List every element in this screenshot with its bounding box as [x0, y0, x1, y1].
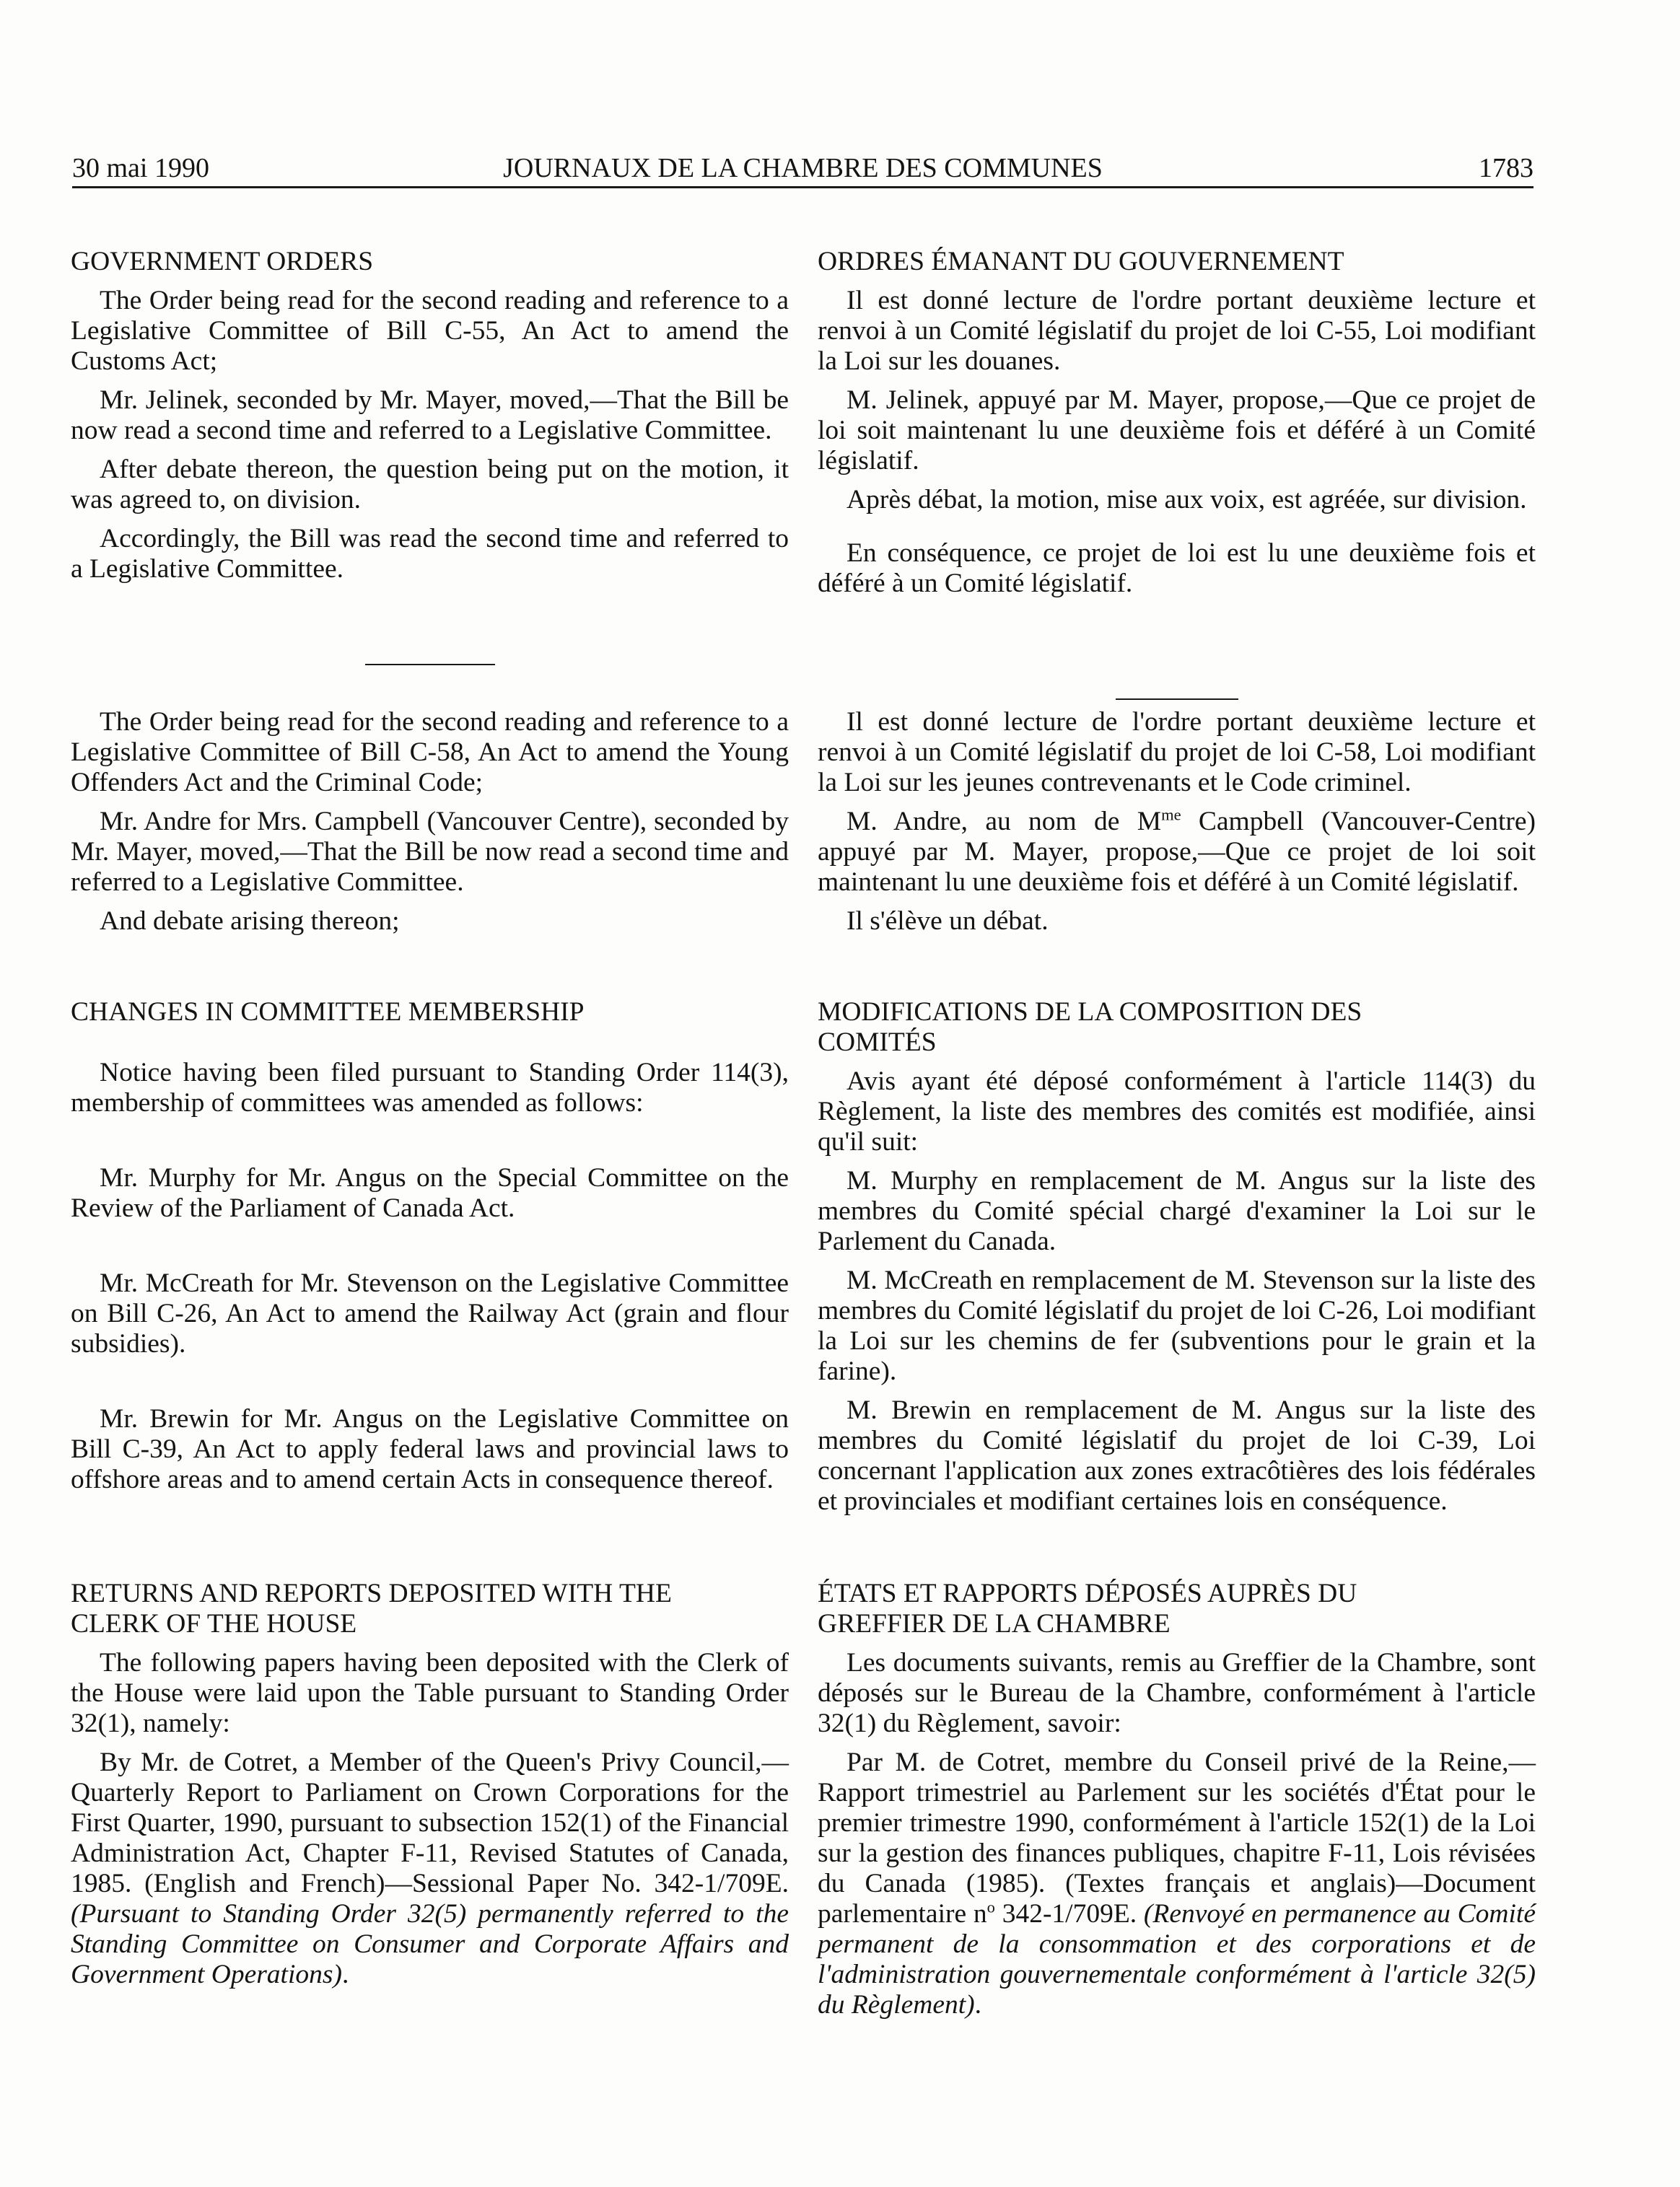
- fr-second-order: [818, 707, 1536, 937]
- fr-committee-changes-heading-line-2: COMITÉS: [818, 1027, 937, 1057]
- fr-rr-paragraph-2: [818, 1748, 1536, 2020]
- fr-cc-paragraph-2: M. Murphy en remplacement de M. Angus sur la liste des membres du Comité spécial chargé d'examiner la Loi sur le Parlement du Canada.: [818, 1166, 1536, 1256]
- en-go-paragraph-4: Accordingly, the Bill was read the second time and referred to a Legislative Committee.: [71, 524, 789, 584]
- en-cc-paragraph-1: Notice having been filed pursuant to Standing Order 114(3), membership of committees was amended as follows:: [71, 1058, 789, 1118]
- en-go-paragraph-1: The Order being read for the second reading and reference to a Legislative Committee of Bill C-55, An Act to amend the Customs Act;: [71, 286, 789, 376]
- en-government-orders: [71, 247, 789, 584]
- fr-divider-rule: [1116, 698, 1238, 700]
- fr-so-paragraph-2-part-b: Campbell (Vancouver-Centre) appuyé par M. Mayer, propose,—Que ce projet de loi soit maintenant lu une deuxième fois et déféré à un Comité législatif.: [818, 807, 1536, 897]
- fr-go-paragraph-4: En conséquence, ce projet de loi est lu une deuxième fois et déféré à un Comité législatif.: [818, 538, 1536, 598]
- en-cc-paragraph-3: Mr. McCreath for Mr. Stevenson on the Legislative Committee on Bill C-26, An Act to amend the Railway Act (grain and flour subsidies).: [71, 1268, 789, 1359]
- fr-returns-heading-line-2: GREFFIER DE LA CHAMBRE: [818, 1609, 1171, 1639]
- fr-rr-paragraph-2-superscript: o: [986, 1898, 995, 1916]
- en-rr-paragraph-2-referral: (Pursuant to Standing Order 32(5) permanently referred to the Standing Committee on Consumer and Corporate Affairs and Government Operations): [71, 1899, 789, 1989]
- header-page-number: 1783: [1479, 153, 1534, 183]
- en-rr-paragraph-2-main: By Mr. de Cotret, a Member of the Queen's Privy Council,—Quarterly Report to Parliament on Crown Corporations for the First Quarter, 1990, pursuant to subsection 152(1) of the Financial Administration Act, Chapter F-11, Revised Statutes of Canada, 1985. (English and French)—Sessional Paper No. 342-1/709E.: [71, 1748, 789, 1898]
- fr-so-paragraph-2-part-a: M. Andre, au nom de M: [846, 807, 1162, 836]
- en-go-paragraph-2: Mr. Jelinek, seconded by Mr. Mayer, moved,—That the Bill be now read a second time and referred to a Legislative Committee.: [71, 385, 789, 445]
- fr-government-orders: [818, 247, 1536, 599]
- fr-so-paragraph-3: Il s'élève un débat.: [846, 906, 1049, 936]
- en-so-paragraph-1: The Order being read for the second reading and reference to a Legislative Committee of Bill C-58, An Act to amend the Young Offenders Act and the Criminal Code;: [71, 707, 789, 797]
- fr-go-paragraph-2: M. Jelinek, appuyé par M. Mayer, propose,—Que ce projet de loi soit maintenant lu une deuxième fois et déféré à un Comité législatif.: [818, 385, 1536, 475]
- fr-so-paragraph-1: Il est donné lecture de l'ordre portant deuxième lecture et renvoi à un Comité législatif du projet de loi C-58, Loi modifiant la Loi sur les jeunes contrevenants et le Code criminel.: [818, 707, 1536, 797]
- fr-returns-reports: [818, 1579, 1536, 2020]
- en-go-paragraph-3: After debate thereon, the question being put on the motion, it was agreed to, on division.: [71, 455, 789, 514]
- fr-rr-paragraph-2-end: .: [974, 1990, 981, 2020]
- en-section-divider: [71, 664, 789, 665]
- fr-rr-paragraph-2-referral: (Renvoyé en permanence au Comité permanent de la consommation et des corporations et de l'administration gouvernementale conformément à l'article 32(5) du Règlement): [818, 1899, 1536, 2020]
- fr-rr-paragraph-2-main: Par M. de Cotret, membre du Conseil privé de la Reine,—Rapport trimestriel au Parlement sur les sociétés d'État pour le premier trimestre 1990, conformément à l'article 152(1) de la Loi sur la gestion des finances publiques, chapitre F-11, Lois révisées du Canada (1985). (Textes français et anglais)—Document parlementaire n: [818, 1748, 1536, 1929]
- running-header: [72, 150, 1534, 188]
- fr-committee-changes: [818, 997, 1536, 1517]
- fr-section-divider: [818, 698, 1536, 700]
- header-journal-title: JOURNAUX DE LA CHAMBRE DES COMMUNES: [503, 153, 1103, 183]
- fr-committee-changes-heading-line-1: MODIFICATIONS DE LA COMPOSITION DES: [818, 997, 1362, 1027]
- fr-go-paragraph-3: Après débat, la motion, mise aux voix, est agréée, sur division.: [846, 485, 1527, 514]
- fr-government-orders-heading: ORDRES ÉMANANT DU GOUVERNEMENT: [818, 247, 1344, 276]
- fr-cc-paragraph-3: M. McCreath en remplacement de M. Stevenson sur la liste des membres du Comité législatif du projet de loi C-26, Loi modifiant la Loi sur les chemins de fer (subventions pour le grain et la farine).: [818, 1266, 1536, 1386]
- en-cc-paragraph-4: Mr. Brewin for Mr. Angus on the Legislative Committee on Bill C-39, An Act to apply federal laws and provincial laws to offshore areas and to amend certain Acts in consequence thereof.: [71, 1404, 789, 1494]
- en-rr-paragraph-2-end: .: [341, 1960, 349, 1989]
- en-divider-rule: [365, 664, 495, 665]
- en-cc-paragraph-2: Mr. Murphy for Mr. Angus on the Special Committee on the Review of the Parliament of Canada Act.: [71, 1163, 789, 1223]
- en-so-paragraph-2: Mr. Andre for Mrs. Campbell (Vancouver Centre), seconded by Mr. Mayer, moved,—That the Bill be now read a second time and referred to a Legislative Committee.: [71, 807, 789, 897]
- en-second-order: [71, 707, 789, 937]
- fr-cc-paragraph-4: M. Brewin en remplacement de M. Angus sur la liste des membres du Comité législatif du projet de loi C-39, Loi concernant l'application aux zones extracôtières des lois fédérales et provinciales et modifiant certaines lois en conséquence.: [818, 1395, 1536, 1516]
- en-returns-heading-line-1: RETURNS AND REPORTS DEPOSITED WITH THE: [71, 1579, 672, 1608]
- en-returns-heading-line-2: CLERK OF THE HOUSE: [71, 1609, 357, 1639]
- en-committee-changes-heading: CHANGES IN COMMITTEE MEMBERSHIP: [71, 997, 585, 1027]
- fr-go-paragraph-1: Il est donné lecture de l'ordre portant deuxième lecture et renvoi à un Comité législatif du projet de loi C-55, Loi modifiant la Loi sur les douanes.: [818, 286, 1536, 376]
- en-rr-paragraph-1: The following papers having been deposited with the Clerk of the House were laid upon the Table pursuant to Standing Order 32(1), namely:: [71, 1648, 789, 1738]
- fr-cc-paragraph-1: Avis ayant été déposé conformément à l'article 114(3) du Règlement, la liste des membres des comités est modifiée, ainsi qu'il suit:: [818, 1066, 1536, 1157]
- en-committee-changes: [71, 997, 789, 1495]
- fr-so-paragraph-2: [818, 807, 1536, 898]
- en-so-paragraph-3: And debate arising thereon;: [100, 906, 400, 936]
- fr-rr-paragraph-1: Les documents suivants, remis au Greffier de la Chambre, sont déposés sur le Bureau de la Chambre, conformément à l'article 32(1) du Règlement, savoir:: [818, 1648, 1536, 1738]
- fr-returns-heading-line-1: ÉTATS ET RAPPORTS DÉPOSÉS AUPRÈS DU: [818, 1579, 1357, 1608]
- fr-rr-paragraph-2-number: 342-1/709E.: [994, 1899, 1144, 1929]
- fr-so-paragraph-2-superscript: me: [1161, 805, 1181, 824]
- en-rr-paragraph-2: [71, 1748, 789, 1990]
- en-government-orders-heading: GOVERNMENT ORDERS: [71, 247, 374, 276]
- header-date: 30 mai 1990: [72, 153, 209, 183]
- en-returns-reports: [71, 1579, 789, 1990]
